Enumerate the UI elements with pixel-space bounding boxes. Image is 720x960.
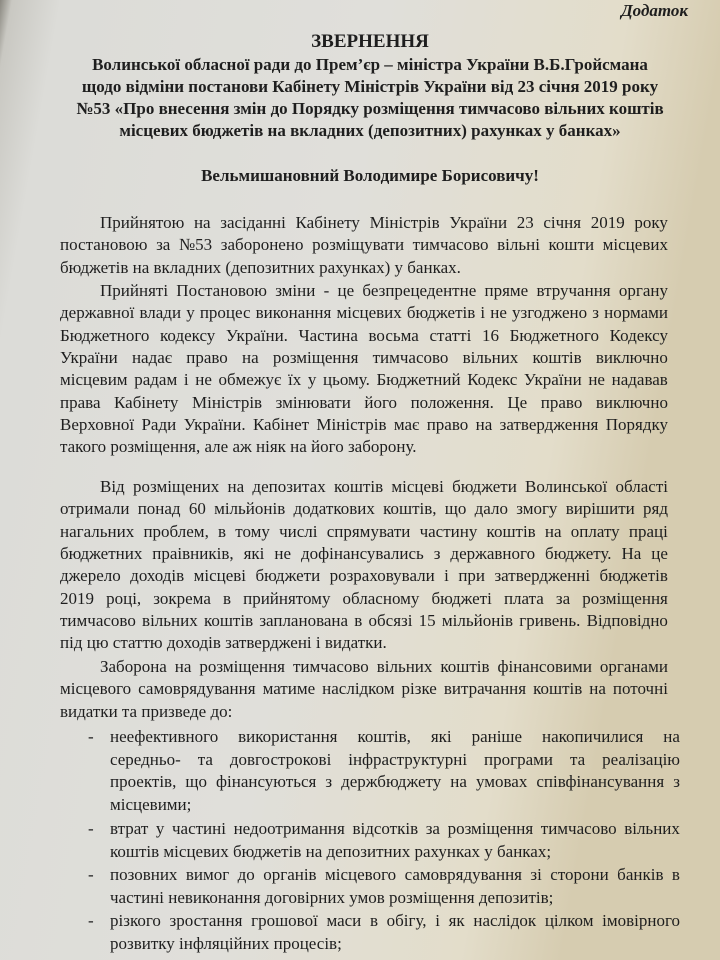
word: це bbox=[651, 543, 668, 563]
word: ряд bbox=[643, 499, 668, 519]
word: самоврядування bbox=[138, 679, 256, 699]
word: органу bbox=[618, 281, 668, 300]
bullet-marker: - bbox=[88, 865, 94, 884]
text-line bbox=[100, 212, 668, 234]
word: на bbox=[450, 772, 467, 791]
word: зокрема bbox=[153, 588, 211, 608]
word: коштів, bbox=[383, 499, 437, 519]
word: що bbox=[185, 772, 207, 791]
word: використання bbox=[238, 727, 338, 746]
word: маси bbox=[326, 911, 362, 930]
word: виключно bbox=[595, 347, 668, 367]
word: праівників, bbox=[152, 543, 234, 563]
word: накопичилися bbox=[542, 727, 644, 746]
word: бюджетів bbox=[599, 566, 668, 586]
text-line bbox=[60, 302, 668, 324]
word: узгоджено bbox=[512, 303, 588, 323]
word: кошти bbox=[548, 235, 595, 255]
word: імовірного bbox=[602, 911, 680, 930]
word: право bbox=[426, 414, 469, 434]
word: проблем, bbox=[143, 521, 209, 541]
word: і bbox=[435, 911, 440, 930]
word: органами bbox=[599, 657, 668, 676]
word: до bbox=[237, 865, 255, 884]
word: витрачання bbox=[443, 679, 527, 699]
word: Кабінет bbox=[252, 414, 310, 434]
word: коштів bbox=[532, 347, 582, 367]
text-line bbox=[110, 771, 680, 793]
word: зі bbox=[530, 865, 542, 884]
text-line bbox=[110, 818, 680, 840]
text-line: частині невиконання договірних умов розміщення депозитів; bbox=[110, 887, 554, 907]
word: неефективного bbox=[110, 727, 219, 746]
word: кодексу bbox=[160, 325, 216, 345]
word: інфраструктурні bbox=[348, 749, 468, 769]
word: нормами bbox=[604, 303, 668, 323]
word: самоврядування bbox=[404, 865, 522, 884]
word: з bbox=[673, 772, 680, 791]
word: розміщення bbox=[199, 657, 285, 676]
word: середньо- bbox=[110, 749, 181, 769]
word: оплату bbox=[570, 521, 620, 541]
word: і bbox=[444, 566, 449, 586]
word: обігу, bbox=[386, 911, 427, 930]
word: за bbox=[156, 235, 171, 255]
word: надає bbox=[131, 347, 173, 367]
word: фінансовими bbox=[497, 657, 592, 676]
word: їх bbox=[288, 370, 302, 390]
word: місцевим bbox=[60, 370, 128, 390]
word: дофінансувались bbox=[300, 543, 424, 563]
word: на bbox=[193, 213, 211, 232]
word: місцевого bbox=[325, 865, 397, 884]
word: державної bbox=[60, 303, 135, 323]
word: України bbox=[523, 370, 582, 390]
word: за bbox=[425, 819, 440, 838]
word: проектів, bbox=[110, 772, 177, 791]
word: права bbox=[60, 392, 101, 412]
word: його bbox=[364, 392, 398, 412]
word: праці bbox=[628, 521, 668, 541]
word: Заборона bbox=[100, 657, 167, 676]
word: дало bbox=[474, 499, 508, 519]
word: числі bbox=[279, 521, 318, 541]
word: Прийняті bbox=[100, 281, 169, 300]
word: має bbox=[393, 414, 420, 434]
greeting: Вельмишановний Володимире Борисовичу! bbox=[201, 166, 539, 185]
word: - bbox=[323, 281, 330, 300]
word: місцевих bbox=[602, 235, 668, 255]
word: відсотків bbox=[352, 819, 419, 838]
word: нагальних bbox=[60, 521, 135, 541]
text-line bbox=[110, 726, 680, 748]
text-line: під цю статтю доходів затверджені і видатки. bbox=[60, 633, 387, 653]
word: вільних bbox=[462, 347, 519, 367]
word: розміщення bbox=[582, 588, 668, 608]
word: тимчасово bbox=[60, 610, 136, 630]
word: України. bbox=[183, 414, 246, 434]
word: співфінансування bbox=[536, 772, 665, 791]
word: 2019 bbox=[60, 588, 94, 608]
text-line bbox=[60, 347, 668, 369]
word: процес bbox=[199, 303, 251, 323]
word: місцевих bbox=[336, 303, 402, 323]
word: січня bbox=[543, 213, 582, 232]
text-line bbox=[100, 280, 668, 302]
word: не bbox=[274, 543, 292, 563]
word: наслідок bbox=[473, 911, 537, 930]
word: додаткових bbox=[293, 499, 375, 519]
word: На bbox=[621, 543, 642, 563]
word: втручання bbox=[536, 281, 611, 300]
word: спрямувати bbox=[326, 521, 411, 541]
bullet-marker: - bbox=[88, 911, 94, 930]
word: що bbox=[444, 499, 467, 519]
text-line bbox=[110, 864, 680, 886]
bullet-marker: - bbox=[88, 819, 94, 838]
word: затвердженні bbox=[494, 566, 591, 586]
word: розміщення bbox=[272, 347, 359, 367]
word: Частина bbox=[298, 325, 358, 345]
word: джерело bbox=[60, 566, 121, 586]
word: зростання bbox=[169, 911, 243, 930]
word: держбюджету bbox=[341, 772, 442, 791]
word: коштів bbox=[333, 477, 384, 496]
text-line bbox=[60, 565, 668, 587]
word: 15 bbox=[418, 610, 436, 630]
word: плата bbox=[503, 588, 544, 608]
word: це bbox=[337, 281, 355, 300]
word: запланована bbox=[259, 610, 349, 630]
word: мільйонів bbox=[441, 610, 514, 630]
text-line bbox=[60, 610, 668, 632]
word: виключно bbox=[595, 392, 668, 412]
word: наслідком bbox=[322, 679, 395, 699]
word: вільних bbox=[142, 610, 198, 630]
word: в bbox=[218, 521, 227, 541]
word: на bbox=[475, 414, 493, 434]
word: розміщення bbox=[447, 819, 534, 838]
word: безпрецедентне bbox=[362, 281, 477, 300]
word: вільні bbox=[497, 235, 540, 255]
word: розміщених bbox=[132, 477, 220, 496]
text-line: видатки та призведе до: bbox=[60, 701, 233, 721]
word: Верховної bbox=[60, 414, 135, 434]
word: бюджеті bbox=[431, 588, 492, 608]
word: з bbox=[592, 303, 599, 323]
text-line bbox=[110, 910, 680, 932]
word: України. bbox=[225, 325, 288, 345]
word: і bbox=[480, 303, 486, 323]
word: гривень. bbox=[519, 610, 581, 630]
word: не bbox=[588, 370, 605, 390]
word: позовних bbox=[110, 865, 178, 884]
text-line bbox=[100, 656, 668, 678]
word: радам bbox=[134, 370, 178, 390]
text-line bbox=[60, 498, 668, 520]
word: різке bbox=[401, 679, 437, 699]
word: довгострокові bbox=[229, 749, 332, 769]
subtitle-line: місцевих бюджетів на вкладних (депозитних) рахунках у банках» bbox=[119, 121, 621, 140]
word: році, bbox=[106, 588, 142, 608]
word: матиме bbox=[262, 679, 316, 699]
word: частині bbox=[171, 819, 226, 838]
document-title: ЗВЕРНЕННЯ bbox=[311, 31, 429, 52]
word: право bbox=[540, 392, 583, 412]
word: які bbox=[243, 543, 265, 563]
word: які bbox=[430, 727, 452, 746]
text-line: такого розміщення, але аж ніяк на його заборону. bbox=[60, 437, 417, 457]
word: 23 bbox=[516, 213, 534, 232]
word: коштів bbox=[486, 521, 536, 541]
word: державного bbox=[450, 543, 536, 563]
word: Кодекс bbox=[467, 370, 518, 390]
word: у bbox=[186, 303, 195, 323]
word: Порядку bbox=[605, 414, 668, 434]
word: місцеві bbox=[193, 566, 247, 586]
text-line: місцевими; bbox=[110, 794, 192, 814]
word: обсязі bbox=[368, 610, 413, 630]
word: Міністрів bbox=[369, 213, 440, 232]
word: доходів bbox=[130, 566, 185, 586]
word: тому bbox=[235, 521, 270, 541]
word: Волинської bbox=[525, 477, 608, 496]
word: засіданні bbox=[220, 213, 286, 232]
word: вільних bbox=[376, 657, 433, 676]
word: 2019 bbox=[590, 213, 625, 232]
word: на bbox=[663, 727, 680, 746]
text-line: бюджетів на вкладних (депозитних рахунках) у банках. bbox=[60, 257, 461, 277]
word: цілком bbox=[544, 911, 594, 930]
word: влади bbox=[139, 303, 182, 323]
word: право bbox=[186, 347, 228, 367]
subtitle-line: щодо відміни постанови Кабінету Міністрів України від 23 січня 2019 року bbox=[81, 77, 659, 96]
word: затвердження bbox=[499, 414, 599, 434]
annex-label: Додаток bbox=[621, 1, 688, 20]
text-line bbox=[60, 521, 668, 543]
word: раніше bbox=[471, 727, 523, 746]
bullet-marker: - bbox=[88, 727, 94, 746]
text-line: коштів місцевих бюджетів на депозитних рахунках у банках; bbox=[110, 841, 552, 861]
word: не bbox=[195, 370, 212, 390]
word: тимчасово bbox=[412, 235, 489, 255]
word: Постановою bbox=[176, 281, 267, 300]
word: частину bbox=[419, 521, 478, 541]
text-line bbox=[60, 414, 668, 436]
word: втрат bbox=[110, 819, 149, 838]
word: області bbox=[615, 477, 668, 496]
word: №53 bbox=[178, 235, 213, 255]
word: отримали bbox=[60, 499, 130, 519]
word: органів bbox=[263, 865, 317, 884]
word: і bbox=[183, 370, 189, 390]
word: понад bbox=[137, 499, 181, 519]
word: бюджетних bbox=[60, 543, 143, 563]
word: зміни bbox=[275, 281, 316, 300]
word: з bbox=[325, 772, 333, 791]
word: та bbox=[569, 749, 586, 769]
word: прийнятому bbox=[243, 588, 331, 608]
word: вільних bbox=[624, 819, 680, 838]
text-line bbox=[60, 588, 668, 610]
word: розміщувати bbox=[312, 235, 405, 255]
text-line bbox=[60, 392, 668, 414]
word: заборонено bbox=[220, 235, 304, 255]
word: України bbox=[60, 347, 118, 367]
word: Відповідно bbox=[586, 610, 668, 630]
word: змогу bbox=[516, 499, 558, 519]
word: депозитах bbox=[252, 477, 326, 496]
word: у bbox=[307, 370, 317, 390]
word: мільйонів bbox=[214, 499, 286, 519]
word: 60 bbox=[188, 499, 206, 519]
subtitle-line: Волинської обласної ради до Прем’єр – міністра України В.Б.Гройсмана bbox=[92, 55, 648, 74]
word: статті bbox=[429, 325, 472, 345]
word: на bbox=[227, 477, 245, 496]
word: коштів bbox=[203, 610, 254, 630]
word: на bbox=[589, 679, 606, 699]
word: коштів bbox=[440, 657, 490, 676]
word: в bbox=[369, 911, 378, 930]
word: програми bbox=[484, 749, 554, 769]
text-line: розвитку інфляційних процесів; bbox=[110, 933, 342, 953]
word: Міністрів bbox=[191, 392, 263, 412]
word: розраховували bbox=[329, 566, 435, 586]
word: Бюджетного bbox=[509, 325, 599, 345]
word: бюджету. bbox=[545, 543, 612, 563]
word: фінансуються bbox=[215, 772, 317, 791]
text-line bbox=[60, 234, 668, 256]
text-line bbox=[60, 678, 668, 700]
word: Кабінету bbox=[295, 213, 360, 232]
word: обласному bbox=[342, 588, 420, 608]
word: Бюджетного bbox=[60, 325, 150, 345]
text-line bbox=[110, 749, 680, 771]
word: цьому. bbox=[323, 370, 370, 390]
word: за bbox=[555, 588, 571, 608]
word: не bbox=[490, 303, 507, 323]
word: при bbox=[458, 566, 486, 586]
word: тимчасово bbox=[292, 657, 369, 676]
word: надавав bbox=[611, 370, 668, 390]
word: України bbox=[449, 213, 508, 232]
word: у bbox=[155, 819, 165, 838]
word: недоотримання bbox=[233, 819, 345, 838]
text-line bbox=[60, 369, 668, 391]
word: змінювати bbox=[275, 392, 351, 412]
word: Прийнятою bbox=[100, 213, 185, 232]
word: обмежує bbox=[218, 370, 282, 390]
word: Бюджетний bbox=[376, 370, 461, 390]
word: коштів, bbox=[357, 727, 411, 746]
word: вимог bbox=[185, 865, 230, 884]
word: бюджетів bbox=[406, 303, 476, 323]
word: грошової bbox=[251, 911, 318, 930]
word: Кабінету bbox=[114, 392, 179, 412]
word: року bbox=[634, 213, 668, 232]
word: положення. bbox=[410, 392, 494, 412]
word: поточні bbox=[612, 679, 668, 699]
word: Кодексу bbox=[609, 325, 668, 345]
word: умовах bbox=[475, 772, 528, 791]
word: з bbox=[433, 543, 441, 563]
word: коштів bbox=[533, 679, 583, 699]
word: тимчасово bbox=[372, 347, 449, 367]
word: в bbox=[222, 588, 231, 608]
text-line bbox=[60, 543, 668, 565]
text-line bbox=[60, 325, 668, 347]
word: в bbox=[354, 610, 363, 630]
word: вирішити bbox=[565, 499, 635, 519]
word: сторони bbox=[550, 865, 609, 884]
word: реалізацію bbox=[602, 749, 680, 769]
word: постановою bbox=[60, 235, 148, 255]
word: різкого bbox=[110, 911, 161, 930]
text-line bbox=[100, 476, 668, 498]
word: місцеві bbox=[391, 477, 444, 496]
word: як bbox=[448, 911, 465, 930]
word: місцевого bbox=[60, 679, 132, 699]
word: на bbox=[241, 347, 259, 367]
subtitle-line: №53 «Про внесення змін до Порядку розміщення тимчасово вільних коштів bbox=[76, 99, 664, 118]
word: Міністрів bbox=[316, 414, 387, 434]
word: Це bbox=[507, 392, 528, 412]
word: на bbox=[544, 521, 562, 541]
word: восьма bbox=[368, 325, 419, 345]
word: 16 bbox=[481, 325, 499, 345]
word: на bbox=[174, 657, 192, 676]
word: Ради bbox=[141, 414, 177, 434]
word: бюджети bbox=[255, 566, 321, 586]
word: бюджети bbox=[452, 477, 517, 496]
word: та bbox=[197, 749, 213, 769]
word: виконання bbox=[255, 303, 332, 323]
word: пряме bbox=[484, 281, 529, 300]
word: Від bbox=[100, 477, 125, 496]
word: тимчасово bbox=[540, 819, 617, 838]
word: банків bbox=[617, 865, 664, 884]
word: в bbox=[671, 865, 680, 884]
